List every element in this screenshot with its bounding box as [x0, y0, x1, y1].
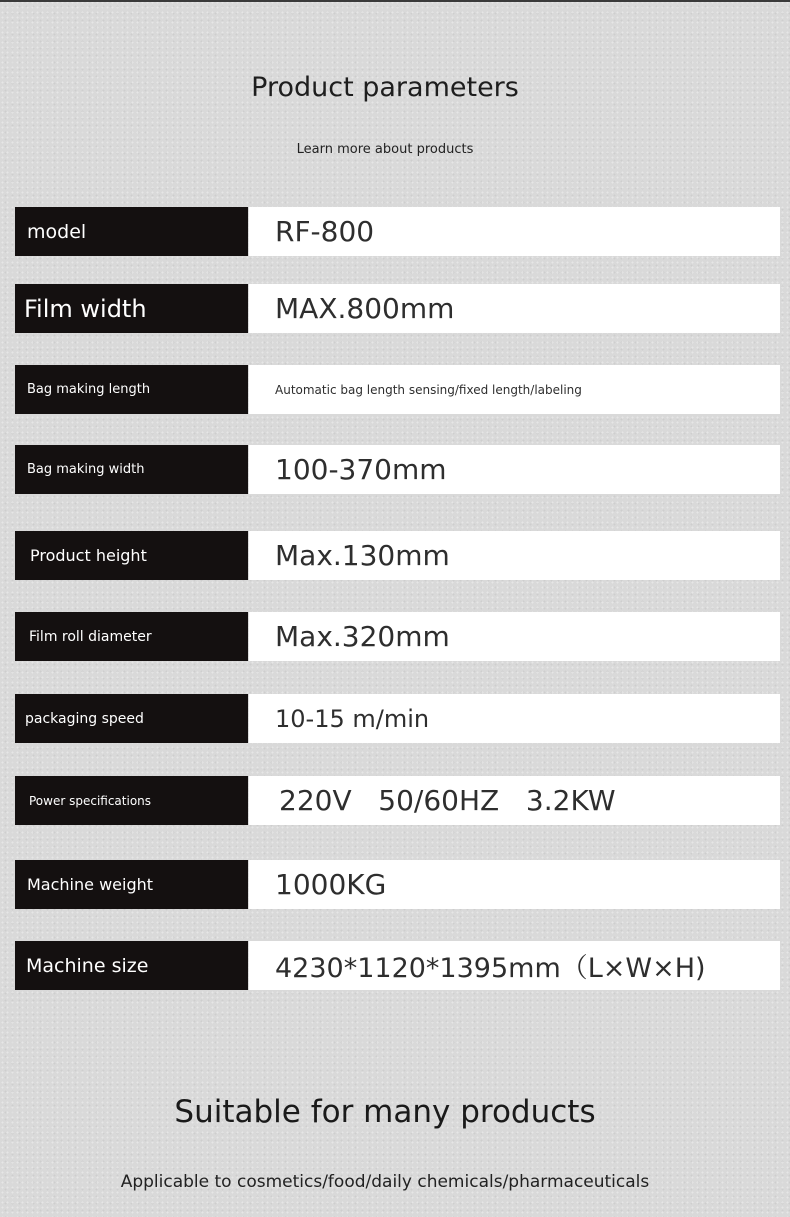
param-value: Max.320mm	[249, 612, 780, 661]
param-label: model	[15, 207, 248, 256]
param-row-bag-making-length	[15, 365, 780, 414]
param-row-model	[15, 207, 780, 256]
param-value: 220V 50/60HZ 3.2KW	[249, 776, 780, 825]
param-row-film-width	[15, 284, 780, 333]
param-value: 100-370mm	[249, 445, 780, 494]
param-label: Machine weight	[15, 860, 248, 909]
param-label: Product height	[15, 531, 248, 580]
param-label: Film roll diameter	[15, 612, 248, 661]
param-row-film-roll-diameter	[15, 612, 780, 661]
page-title: Product parameters	[251, 72, 519, 103]
param-row-bag-making-width	[15, 445, 780, 494]
param-value: Automatic bag length sensing/fixed length/labeling	[249, 365, 780, 414]
section-title: Suitable for many products	[174, 1094, 596, 1130]
param-label: Film width	[15, 284, 248, 333]
param-row-power-specifications	[15, 776, 780, 825]
param-value: 4230*1120*1395mm（L×W×H)	[249, 941, 780, 990]
param-row-packaging-speed	[15, 694, 780, 743]
param-value: RF-800	[249, 207, 780, 256]
param-row-machine-weight	[15, 860, 780, 909]
top-border	[0, 0, 790, 2]
param-value: Max.130mm	[249, 531, 780, 580]
param-label: Bag making length	[15, 365, 248, 414]
param-value: 1000KG	[249, 860, 780, 909]
param-value: 10-15 m/min	[249, 694, 780, 743]
param-label: Machine size	[15, 941, 248, 990]
param-row-machine-size	[15, 941, 780, 990]
param-label: packaging speed	[15, 694, 248, 743]
param-row-product-height	[15, 531, 780, 580]
param-label: Power specifications	[15, 776, 248, 825]
param-label: Bag making width	[15, 445, 248, 494]
section-subtitle: Applicable to cosmetics/food/daily chemicals/pharmaceuticals	[120, 1172, 650, 1192]
page-subtitle: Learn more about products	[296, 142, 474, 157]
param-value: MAX.800mm	[249, 284, 780, 333]
